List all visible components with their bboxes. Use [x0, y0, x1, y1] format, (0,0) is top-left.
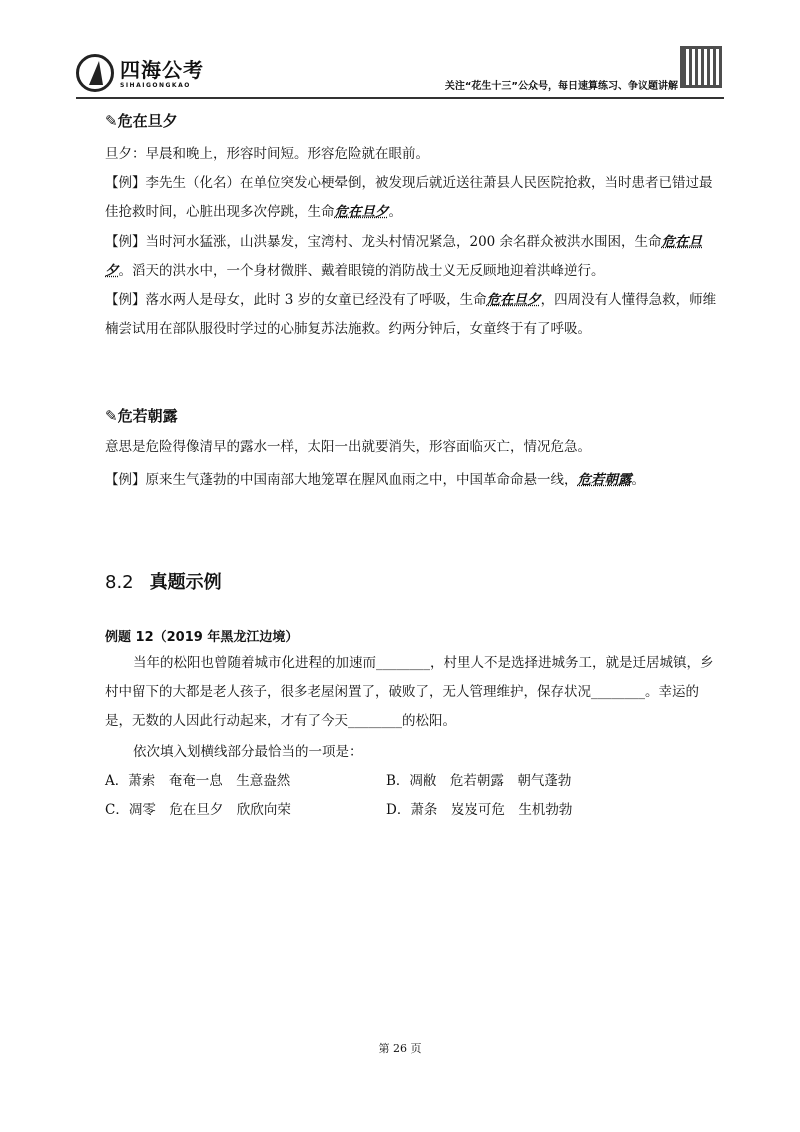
question-prompt: 依次填入划横线部分最恰当的一项是：: [133, 744, 363, 760]
option-d: D．萧条 岌岌可危 生机勃勃: [386, 802, 573, 818]
question-label: 例题 12（2019 年黑龙江边境）: [105, 630, 299, 645]
example-paragraph: 【例】当时河水猛涨，山洪暴发，宝湾村、龙头村情况紧急，200 余名群众被洪水围困，生命危在旦夕。滔天的洪水中，一个身材微胖、戴着眼镜的消防战士义无反顾地迎着洪峰逆行。: [105, 234, 703, 279]
idiom-title: ✎危若朝露: [105, 407, 178, 425]
idiom-definition: 意思是危险得像清早的露水一样，太阳一出就要消失，形容面临灭亡，情况危急。: [105, 439, 591, 455]
header-slogan: 关注“花生十三”公众号，每日速算练习、争议题讲解: [444, 81, 678, 92]
section-heading: 8.2 真题示例: [105, 572, 222, 593]
logo: [76, 52, 256, 96]
logo-name: 四海公考: [120, 58, 204, 82]
sail-logo-icon: [76, 54, 114, 92]
idiom-title: ✎危在旦夕: [105, 112, 178, 130]
question-stem: 当年的松阳也曾随着城市化进程的加速而________，村里人不是选择进城务工，就是迁居城镇，乡村中留下的大都是老人孩子，很多老屋闲置了，破败了，无人管理维护，保存状况________。幸运的是，无数的人因此行动起来，才有了今天________的松阳。: [105, 655, 714, 729]
example-paragraph: 【例】原来生气蓬勃的中国南部大地笼罩在腥风血雨之中，中国革命命悬一线，危若朝露。: [105, 472, 645, 488]
option-a: A．萧索 奄奄一息 生意盎然: [105, 773, 291, 789]
option-b: B．凋敝 危若朝露 朝气蓬勃: [386, 773, 572, 789]
idiom-definition: 旦夕：早晨和晚上，形容时间短。形容危险就在眼前。: [105, 146, 429, 162]
header-divider: [76, 97, 724, 99]
example-paragraph: 【例】李先生（化名）在单位突发心梗晕倒，被发现后就近送往萧县人民医院抢救，当时患者已错过最佳抢救时间，心脏出现多次停跳，生命危在旦夕。: [105, 175, 713, 220]
example-paragraph: 【例】落水两人是母女，此时 3 岁的女童已经没有了呼吸，生命危在旦夕，四周没有人懂得急救，师维楠尝试用在部队服役时学过的心肺复苏法施救。约两分钟后，女童终于有了呼吸。: [105, 292, 717, 337]
logo-subtitle: SIHAIGONGKAO: [120, 82, 191, 89]
qr-code-icon: [680, 46, 722, 88]
page-number: 第 26 页: [378, 1042, 422, 1055]
option-c: C．凋零 危在旦夕 欣欣向荣: [105, 802, 291, 818]
